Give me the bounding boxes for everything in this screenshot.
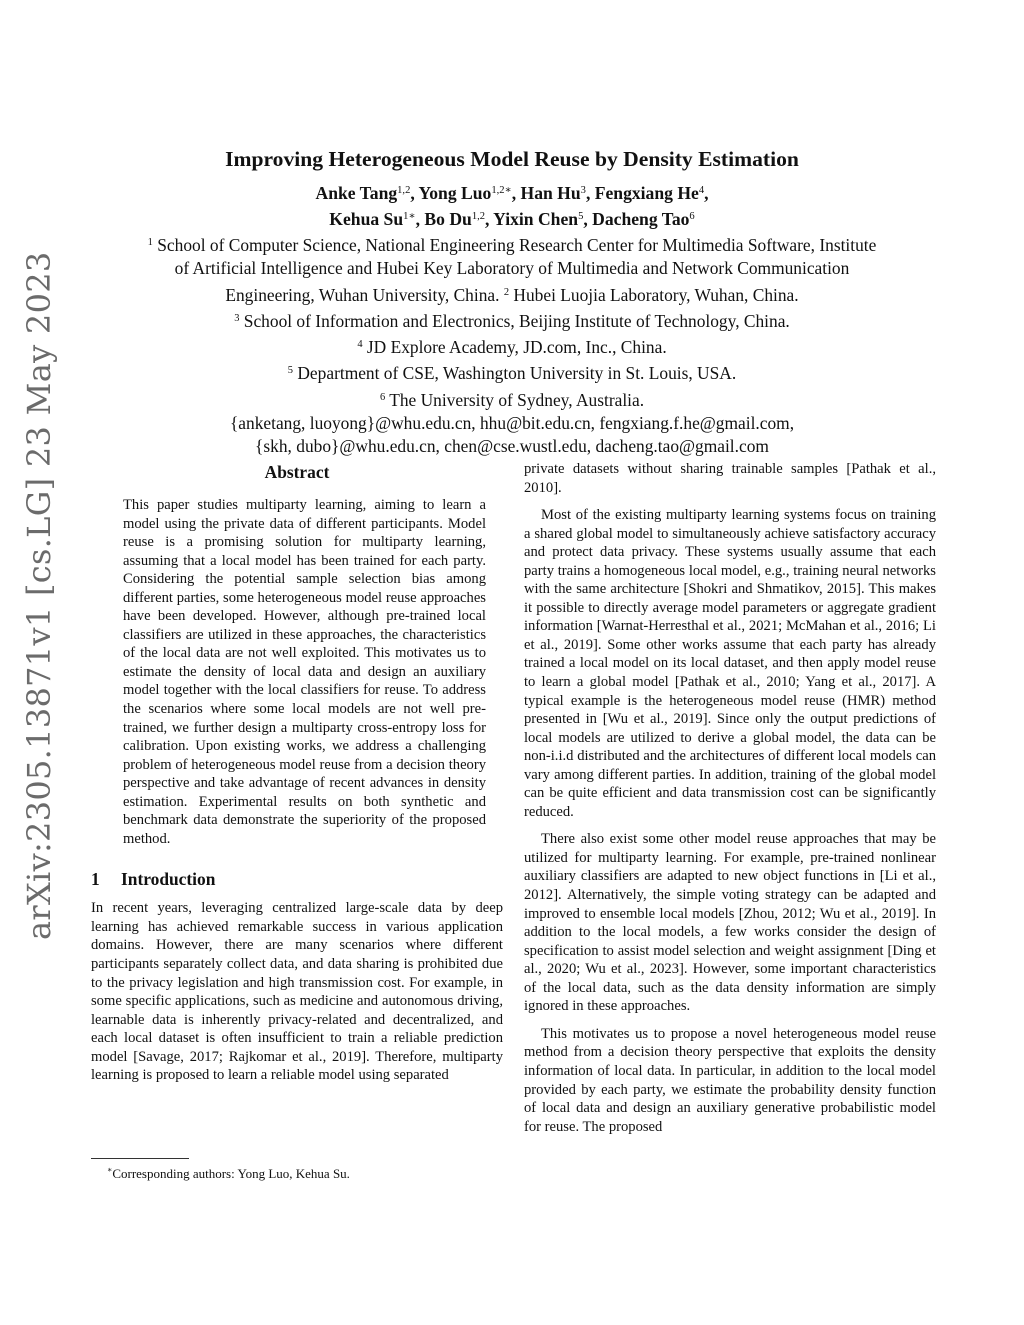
affiliation-5: $^5$ Department of CSE, Washington University in St. Louis, USA. [287,363,737,384]
right-column [524,460,936,1136]
author-affiliation-mark: 3 [580,185,586,196]
author-line-1: Anke Tang$^{1,2}$, Yong Luo$^{1,2∗}$, Han Hu$^3$, Fengxiang He$^4$, [315,183,709,203]
affiliation-3: $^3$ School of Information and Electronics, Beijing Institute of Technology, China. [234,310,790,331]
affiliation-1: $^1$ School of Computer Science, National Engineering Research Center for Multimedia Software, Institute [147,235,877,255]
author-name: Han Hu [520,183,581,203]
section-title: Introduction [121,869,216,890]
author-affiliation-mark: 1,2∗ [491,185,512,196]
footnote-text: Corresponding authors: Yong Luo, Kehua Su. [112,1166,350,1181]
author-list [80,179,944,231]
author-name: Anke Tang [315,183,398,203]
footnote-rule [91,1158,189,1159]
left-column [91,460,503,1085]
section-heading-introduction [91,868,503,890]
paper-header [80,143,944,459]
intro-paragraph-1-continued: private datasets without sharing trainable samples [Pathak et al., 2010]. [524,461,936,496]
author-name: Yixin Chen [493,209,579,229]
author-line-2: Kehua $Su^{1∗}$, Bo Du$^{1,2}$, Yixin Chen$^5$, Dacheng Tao$^6$ [329,209,695,229]
author-name: Yong Luo [418,183,492,203]
affiliation-6: $^6$ The University of Sydney, Australia. [379,389,645,410]
affiliation-1-2: Engineering, Wuhan University, China. $^2$ Hubei Luojia Laboratory, Wuhan, China. [225,284,799,305]
intro-paragraph-1: In recent years, leveraging centralized large-scale data by deep learning has achieved remarkable success in various application domains. However, there are many scenarios where different participants separately collect data, and data sharing is prohibited due to the privacy legislation and high transmission cost. For example, in some specific applications, such as medicine and autonomous driving, learnable data is inherently privacy-related and decentralized, and each local dataset is often insufficient to train a reliable prediction model [Savage, 2017; Rajkomar et al., 2019]. Therefore, multiparty learning is proposed to learn a reliable model using separated [91,900,503,1084]
author-affiliation-mark: 5 [578,211,584,222]
intro-paragraph-4: This motivates us to propose a novel heterogeneous model reuse method from a decision theory perspective that exploits the density information of local data. In particular, in addition to the local model provided by each party, we estimate the probability density function of local data and design an auxiliary generative probabilistic model for reuse. The proposed [524,1025,936,1135]
footnote [91,1162,350,1182]
intro-paragraph-3: There also exist some other model reuse approaches that may be utilized for multiparty learning. For example, pre-trained nonlinear auxiliary classifiers are adapted to new object functions in [Li et al., 2012]. Alternatively, the simple voting strategy can be adapted and improved to ensemble local models [Zhou, 2012; Wu et al., 2019]. In addition to the local models, a few works consider the design of specification to assist model selection and weight assignment [Ding et al., 2020; Wu et al., 2023]. However, some important characteristics of the local data, such as the data density information are simply ignored in these approaches. [524,831,936,1015]
email-line-2: {skh, dubo}@whu.edu.cn, chen@cse.wustl.edu, dacheng.tao@gmail.com [255,436,769,457]
abstract-text: This paper studies multiparty learning, aiming to learn a model using the private data of different participants. Model reuse is a promising solution for multiparty learning, assuming that a local model has been trained for each party. Considering the potential sample selection bias among different parties, some heterogeneous model reuse approaches have been developed. However, although pre-trained local classifiers are utilized in these approaches, the characteristics of the local data are not well exploited. This motivates us to estimate the density of local data and design an auxiliary model together with the local classifiers for reuse. To address the scenarios where some local models are not well pre-trained, we further design a multiparty cross-entropy loss for calibration. Upon existing works, we address a challenging problem of heterogeneous model reuse from a decision theory perspective and take advantage of recent advances in density estimation. Experimental results on both synthetic and benchmark data demonstrate the superiority of the proposed method. [123,497,486,847]
affiliation-4: $^4$ JD Explore Academy, JD.com, Inc., China. [357,337,667,358]
footnote-mark: ∗ [107,1165,113,1174]
affiliations [80,231,944,459]
arxiv-identifier-stamp: arXiv:2305.13871v1 [cs.LG] 23 May 2023 [20,251,58,940]
email-line-1: {anketang, luoyong}@whu.edu.cn, hhu@bit.edu.cn, fengxiang.f.he@gmail.com, [229,413,795,434]
author-affiliation-mark: 4 [698,185,705,196]
author-name: Kehua Su [329,209,404,229]
section-number: 1 [91,869,100,890]
affiliation-1-cont: of Artificial Intelligence and Hubei Key Laboratory of Multimedia and Network Communication [174,258,850,279]
abstract-heading: Abstract [264,462,330,482]
author-name: Fengxiang He [594,183,699,203]
author-affiliation-mark: 1,2 [471,211,485,222]
author-affiliation-mark: 1,2 [397,185,411,196]
paper-title: Improving Heterogeneous Model Reuse by Density Estimation [225,147,799,171]
author-name: Dacheng Tao [592,209,690,229]
intro-paragraph-2: Most of the existing multiparty learning systems focus on training a shared global model to simultaneously achieve satisfactory accuracy and protect data privacy. These systems usually assume that each party trains a homogeneous local model, e.g., training neural networks with the same architecture [Shokri and Shmatikov, 2015]. This makes it possible to directly average model parameters or aggregate gradient information [Warnat-Herresthal et al., 2021; McMahan et al., 2016; Li et al., 2019]. Some other works assume that each party has already trained a local model on its local dataset, and then apply model reuse to learn a global model [Pathak et al., 2010; Yang et al., 2017]. A typical example is the heterogeneous model reuse (HMR) method presented in [Wu et al., 2019]. Since only the output predictions of local models are utilized to derive a global model, the data can be non-i.i.d distributed and the architectures of different local models can vary among different parties. In addition, training of the global model can be quite efficient and data transmission cost can be significantly reduced. [524,507,936,820]
author-name: Bo Du [424,209,472,229]
author-affiliation-mark: 1∗ [403,211,416,222]
author-affiliation-mark: 6 [689,211,695,222]
